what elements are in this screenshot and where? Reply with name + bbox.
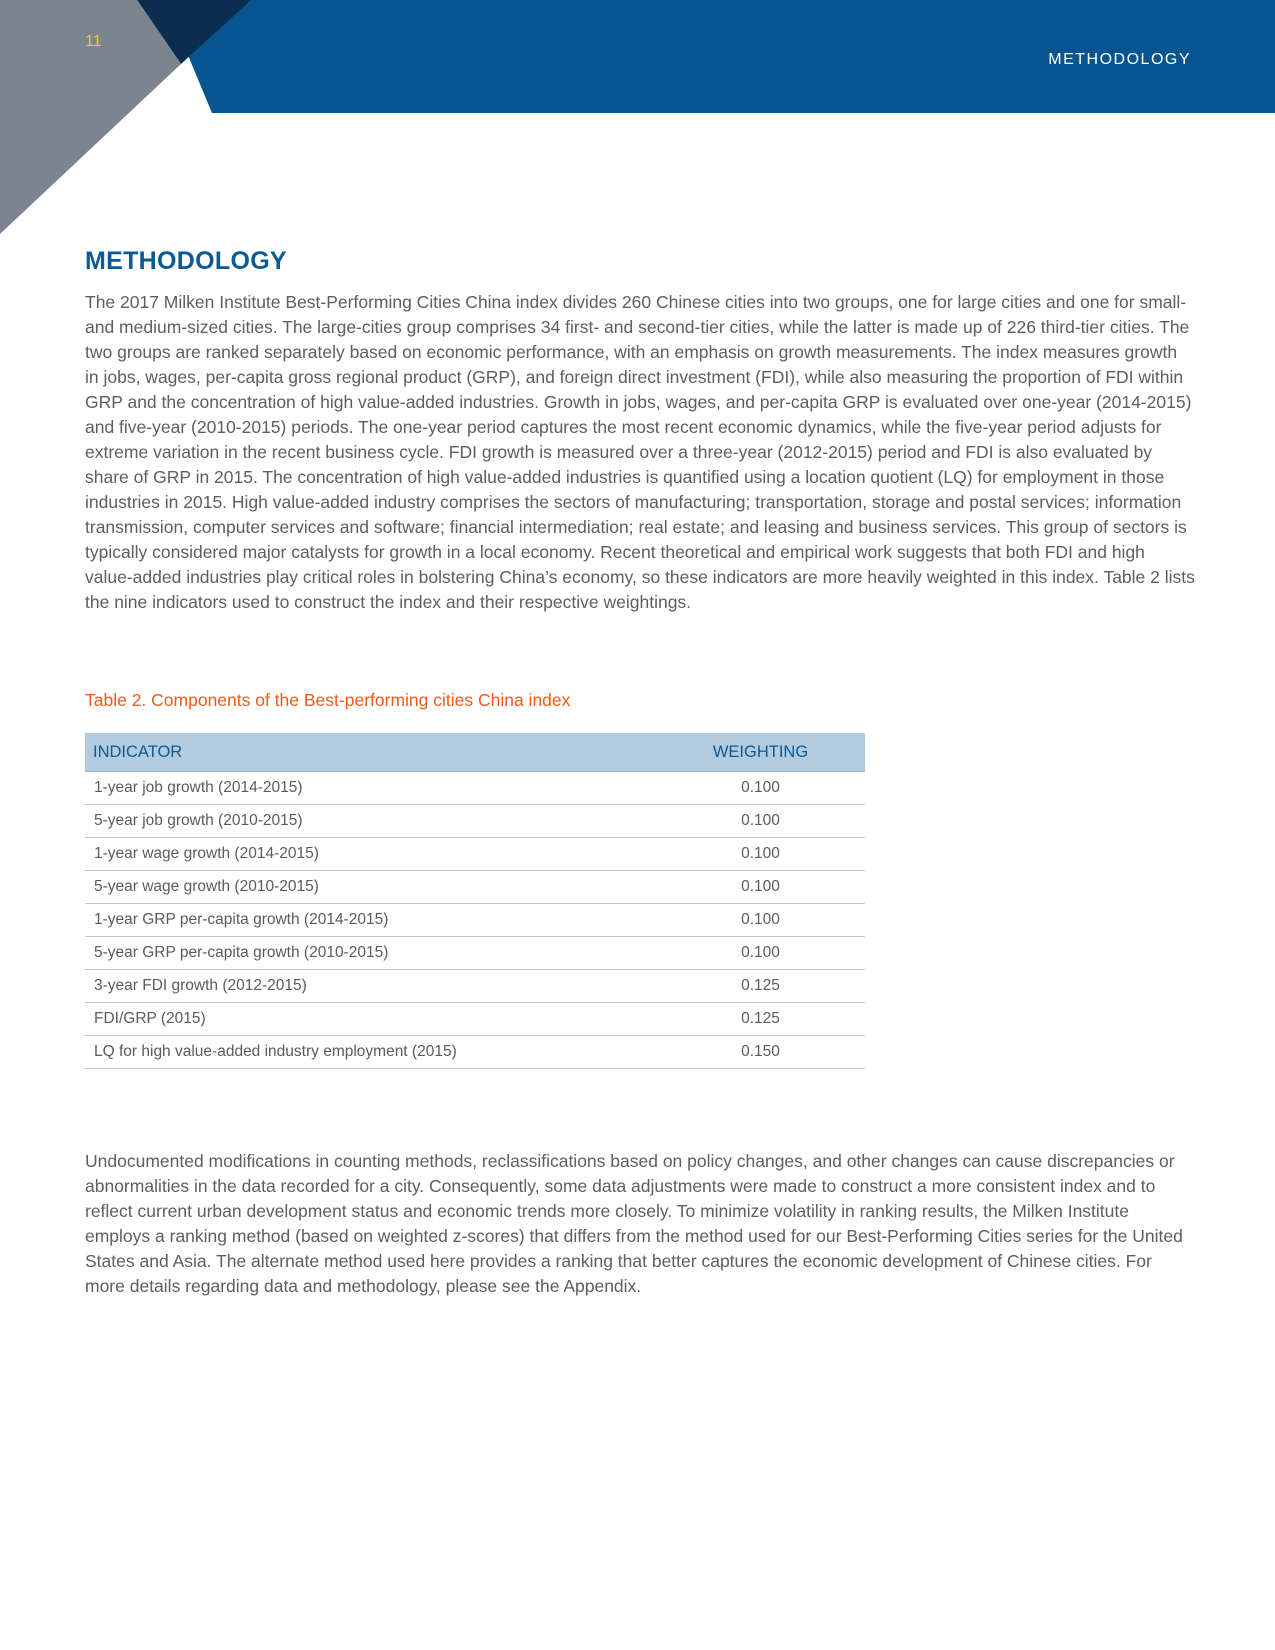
weighting-column-header: WEIGHTING: [656, 733, 865, 772]
page-number: 11: [85, 33, 102, 50]
indicator-cell: 3-year FDI growth (2012-2015): [85, 970, 656, 1003]
table-row: [85, 838, 865, 871]
table-row: [85, 805, 865, 838]
table-row: [85, 772, 865, 805]
section-title: METHODOLOGY: [85, 247, 287, 275]
indicator-cell: 5-year GRP per-capita growth (2010-2015): [85, 937, 656, 970]
weighting-cell: 0.100: [656, 937, 865, 970]
indicator-cell: 5-year job growth (2010-2015): [85, 805, 656, 838]
indicator-column-header: INDICATOR: [85, 733, 656, 772]
table-row: [85, 904, 865, 937]
running-head: METHODOLOGY: [1048, 51, 1191, 68]
table-header-row: [85, 733, 865, 772]
weighting-cell: 0.100: [656, 904, 865, 937]
weighting-cell: 0.100: [656, 772, 865, 805]
indicator-cell: 1-year job growth (2014-2015): [85, 772, 656, 805]
indicator-cell: FDI/GRP (2015): [85, 1003, 656, 1036]
weighting-cell: 0.125: [656, 1003, 865, 1036]
components-table: [85, 733, 865, 1069]
table-row: [85, 871, 865, 904]
indicator-cell: LQ for high value-added industry employment (2015): [85, 1036, 656, 1069]
methodology-paragraph-2: Undocumented modifications in counting methods, reclassifications based on policy changes, and other changes can cause discrepancies or abnormalities in the data recorded for a city. Consequently, some data adjustments were made to construct a more consistent index and to reflect current urban development status and economic trends more closely. To minimize volatility in ranking results, the Milken Institute employs a ranking method (based on weighted z-scores) that differs from the method used for our Best-Performing Cities series for the United States and Asia. The alternate method used here provides a ranking that better captures the economic development of Chinese cities. For more details regarding data and methodology, please see the Appendix.: [85, 1151, 1183, 1296]
weighting-cell: 0.100: [656, 871, 865, 904]
table-row: [85, 970, 865, 1003]
table-row: [85, 1036, 865, 1069]
table-row: [85, 937, 865, 970]
indicator-cell: 1-year GRP per-capita growth (2014-2015): [85, 904, 656, 937]
methodology-paragraph-1: The 2017 Milken Institute Best-Performing Cities China index divides 260 Chinese cities into two groups, one for large cities and one for small- and medium-sized cities. The large-cities group comprises 34 first- and second-tier cities, while the latter is made up of 226 third-tier cities. The two groups are ranked separately based on economic performance, with an emphasis on growth measurements. The index measures growth in jobs, wages, per-capita gross regional product (GRP), and foreign direct investment (FDI), while also measuring the proportion of FDI within GRP and the concentration of high value-added industries. Growth in jobs, wages, and per-capita GRP is evaluated over one-year (2014-2015) and five-year (2010-2015) periods. The one-year period captures the most recent economic dynamics, while the five-year period adjusts for extreme variation in the recent business cycle. FDI growth is measured over a three-year (2012-2015) period and FDI is also evaluated by share of GRP in 2015. The concentration of high value-added industries is quantified using a location quotient (LQ) for employment in those industries in 2015. High value-added industry comprises the sectors of manufacturing; transportation, storage and postal services; information transmission, computer services and software; financial intermediation; real estate; and leasing and business services. This group of sectors is typically considered major catalysts for growth in a local economy. Recent theoretical and empirical work suggests that both FDI and high value-added industries play critical roles in bolstering China’s economy, so these indicators are more heavily weighted in this index. Table 2 lists the nine indicators used to construct the index and their respective weightings.: [85, 292, 1195, 612]
weighting-cell: 0.100: [656, 805, 865, 838]
weighting-cell: 0.150: [656, 1036, 865, 1069]
table-caption: Table 2. Components of the Best-performing cities China index: [85, 690, 571, 710]
header-graphic: [0, 0, 1275, 240]
weighting-cell: 0.125: [656, 970, 865, 1003]
indicator-cell: 5-year wage growth (2010-2015): [85, 871, 656, 904]
table-row: [85, 1003, 865, 1036]
weighting-cell: 0.100: [656, 838, 865, 871]
indicator-cell: 1-year wage growth (2014-2015): [85, 838, 656, 871]
